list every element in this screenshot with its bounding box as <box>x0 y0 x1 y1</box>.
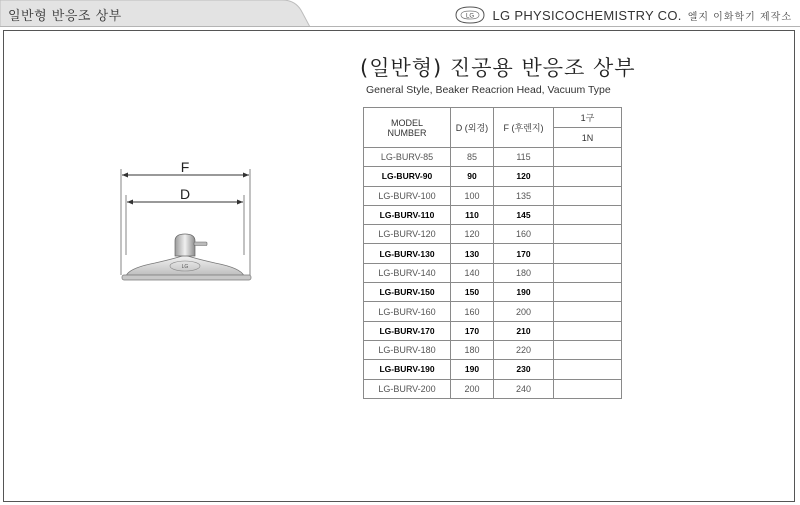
header-f: F (후렌지) <box>494 108 554 148</box>
cell-f: 190 <box>494 283 554 302</box>
table-row <box>364 244 622 263</box>
tab-title: 일반형 반응조 상부 <box>8 9 122 24</box>
table-row <box>364 360 622 379</box>
cell-d: 180 <box>451 340 494 359</box>
table-row <box>364 167 622 186</box>
cell-model: LG-BURV-110 <box>364 205 451 224</box>
cell-f: 145 <box>494 205 554 224</box>
cell-f: 180 <box>494 263 554 282</box>
cell-model: LG-BURV-90 <box>364 167 451 186</box>
cell-model: LG-BURV-170 <box>364 321 451 340</box>
cell-model: LG-BURV-180 <box>364 340 451 359</box>
table-row <box>364 225 622 244</box>
brand-korean-name: 엘지 이화학기 제작소 <box>687 11 792 23</box>
cell-model: LG-BURV-150 <box>364 283 451 302</box>
header-col1-top: 1구 <box>554 108 622 128</box>
cell-1n <box>554 225 622 244</box>
cell-d: 90 <box>451 167 494 186</box>
header-d: D (외경) <box>451 108 494 148</box>
cell-f: 120 <box>494 167 554 186</box>
cell-f: 200 <box>494 302 554 321</box>
cell-1n <box>554 360 622 379</box>
cell-model: LG-BURV-100 <box>364 186 451 205</box>
cell-1n <box>554 302 622 321</box>
cell-d: 190 <box>451 360 494 379</box>
spec-table <box>363 107 622 399</box>
cell-d: 170 <box>451 321 494 340</box>
cell-1n <box>554 148 622 167</box>
cell-d: 130 <box>451 244 494 263</box>
logo-text: LG <box>465 13 474 20</box>
brand-name: LG PHYSICOCHEMISTRY CO. <box>492 7 682 23</box>
cell-1n <box>554 263 622 282</box>
label-f: F <box>180 159 190 175</box>
cell-d: 140 <box>451 263 494 282</box>
company-logo-icon <box>453 6 487 24</box>
table-row <box>364 263 622 282</box>
reaction-head-diagram <box>115 155 260 290</box>
cell-model: LG-BURV-140 <box>364 263 451 282</box>
cell-f: 230 <box>494 360 554 379</box>
table-row <box>364 379 622 398</box>
cell-1n <box>554 244 622 263</box>
table-row <box>364 205 622 224</box>
cell-1n <box>554 205 622 224</box>
cell-model: LG-BURV-120 <box>364 225 451 244</box>
cell-1n <box>554 379 622 398</box>
product-subtitle: General Style, Beaker Reacrion Head, Vacuum Type <box>366 84 611 96</box>
section-tab <box>0 0 322 27</box>
table-row <box>364 283 622 302</box>
cell-model: LG-BURV-85 <box>364 148 451 167</box>
cell-1n <box>554 167 622 186</box>
cell-model: LG-BURV-190 <box>364 360 451 379</box>
cell-model: LG-BURV-200 <box>364 379 451 398</box>
cell-model: LG-BURV-130 <box>364 244 451 263</box>
cell-f: 115 <box>494 148 554 167</box>
cell-1n <box>554 340 622 359</box>
cell-d: 85 <box>451 148 494 167</box>
neck-joint <box>175 234 195 256</box>
cell-model: LG-BURV-160 <box>364 302 451 321</box>
product-title: (일반형) 진공용 반응조 상부 <box>360 56 636 80</box>
cell-1n <box>554 321 622 340</box>
cell-f: 240 <box>494 379 554 398</box>
cell-f: 220 <box>494 340 554 359</box>
table-row <box>364 302 622 321</box>
cell-d: 120 <box>451 225 494 244</box>
cell-d: 200 <box>451 379 494 398</box>
table-row <box>364 321 622 340</box>
table-row <box>364 340 622 359</box>
table-row <box>364 148 622 167</box>
header-col1-bottom: 1N <box>554 128 622 148</box>
cell-d: 160 <box>451 302 494 321</box>
cell-d: 110 <box>451 205 494 224</box>
header-model <box>364 108 451 148</box>
flange-rim <box>122 275 251 280</box>
table-row <box>364 186 622 205</box>
cell-1n <box>554 283 622 302</box>
label-d: D <box>179 186 191 202</box>
header-model-line2: NUMBER <box>387 127 427 138</box>
cell-d: 150 <box>451 283 494 302</box>
header-model-line1: MODEL <box>390 117 423 128</box>
cell-d: 100 <box>451 186 494 205</box>
cell-f: 210 <box>494 321 554 340</box>
cell-f: 135 <box>494 186 554 205</box>
side-arm-nozzle <box>194 242 207 246</box>
glass-logo-text: LG <box>181 264 189 270</box>
cell-1n <box>554 186 622 205</box>
header-divider <box>0 26 800 27</box>
brand-header <box>453 6 793 24</box>
cell-f: 170 <box>494 244 554 263</box>
cell-f: 160 <box>494 225 554 244</box>
